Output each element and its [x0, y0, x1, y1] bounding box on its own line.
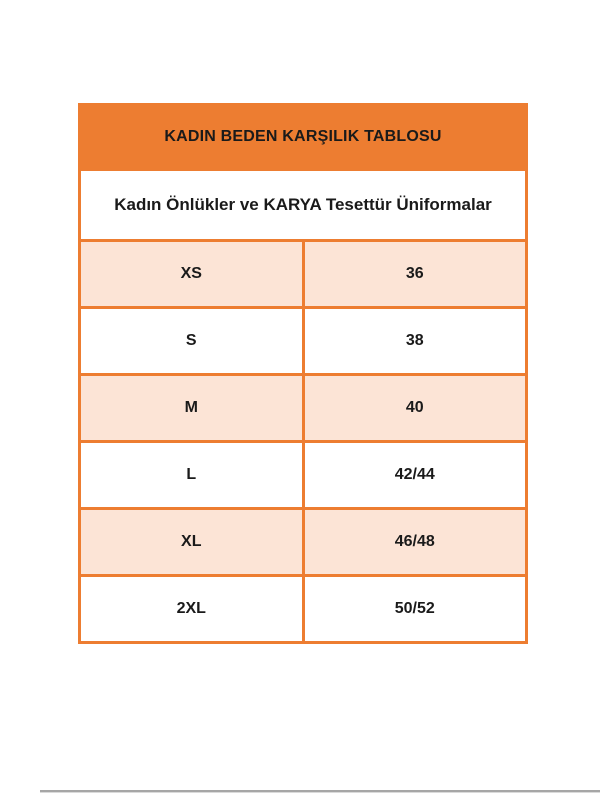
size-cell: XS — [80, 241, 304, 308]
table-row — [80, 509, 527, 576]
table-header-row — [80, 105, 527, 170]
table-subtitle: Kadın Önlükler ve KARYA Tesettür Üniformalar — [80, 170, 527, 241]
size-chart-table — [78, 103, 528, 644]
size-cell: 2XL — [80, 576, 304, 643]
value-cell: 50/52 — [303, 576, 527, 643]
value-cell: 38 — [303, 308, 527, 375]
table-row — [80, 308, 527, 375]
table-row — [80, 442, 527, 509]
table-row — [80, 576, 527, 643]
size-cell: L — [80, 442, 304, 509]
value-cell: 36 — [303, 241, 527, 308]
size-cell: M — [80, 375, 304, 442]
size-cell: XL — [80, 509, 304, 576]
table-title: KADIN BEDEN KARŞILIK TABLOSU — [80, 105, 527, 170]
value-cell: 40 — [303, 375, 527, 442]
size-cell: S — [80, 308, 304, 375]
table-subtitle-row — [80, 170, 527, 241]
table-row — [80, 375, 527, 442]
table-row — [80, 241, 527, 308]
horizontal-rule — [40, 790, 600, 793]
value-cell: 42/44 — [303, 442, 527, 509]
value-cell: 46/48 — [303, 509, 527, 576]
